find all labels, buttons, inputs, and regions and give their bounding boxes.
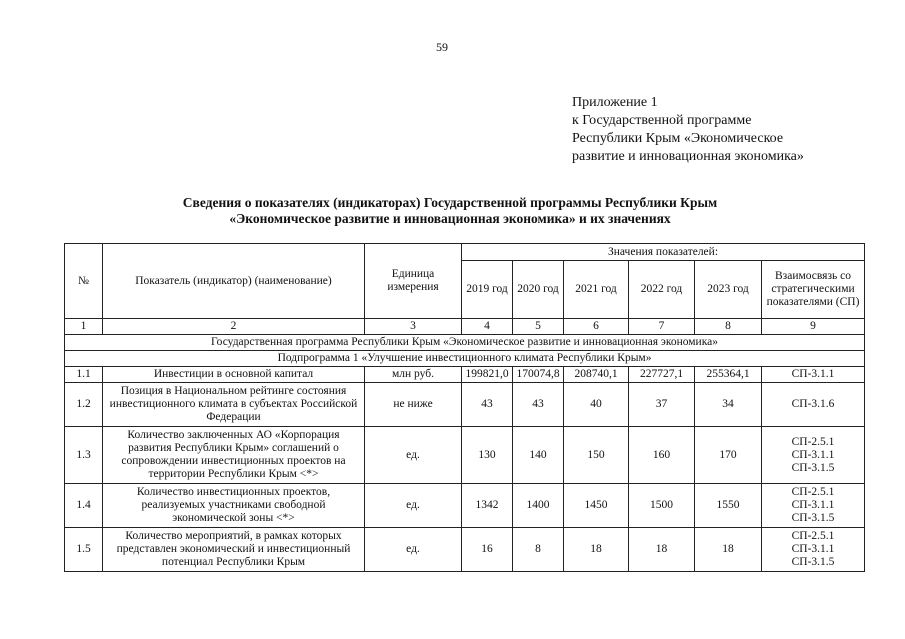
row-value-2019: 1342 — [462, 484, 513, 528]
header-name: Показатель (индикатор) (наименование) — [103, 244, 365, 319]
col-number: 8 — [695, 319, 762, 335]
col-number: 6 — [564, 319, 629, 335]
row-sp — [762, 367, 865, 383]
row-unit: ед. — [365, 484, 462, 528]
row-unit: ед. — [365, 427, 462, 484]
title-line-2: «Экономическое развитие и инновационная экономика» и их значениях — [229, 211, 671, 226]
sp-code: СП-3.1.5 — [791, 461, 835, 474]
row-value-2019: 16 — [462, 528, 513, 572]
indicators-table — [64, 243, 865, 572]
sp-code: СП-3.1.1 — [791, 368, 835, 380]
col-number: 3 — [365, 319, 462, 335]
col-number: 7 — [629, 319, 695, 335]
row-num: 1.4 — [65, 484, 103, 528]
row-num: 1.5 — [65, 528, 103, 572]
header-2021: 2021 год — [564, 261, 629, 319]
row-value-2021: 40 — [564, 383, 629, 427]
row-indicator-name: Количество инвестиционных проектов, реализуемых участниками свободной экономической зоны <*> — [103, 484, 365, 528]
row-indicator-name: Количество заключенных АО «Корпорация развития Республики Крым» соглашений о сопровождении инвестиционных проектов на территории Республики Крым <*> — [103, 427, 365, 484]
row-value-2021: 1450 — [564, 484, 629, 528]
column-numbers-row — [65, 319, 865, 335]
table-row — [65, 383, 865, 427]
row-value-2019: 199821,0 — [462, 367, 513, 383]
document-title — [60, 195, 840, 227]
row-sp — [762, 427, 865, 484]
col-number: 2 — [103, 319, 365, 335]
header-link: Взаимосвязь со стратегическими показателями (СП) — [762, 261, 865, 319]
table-row — [65, 528, 865, 572]
row-indicator-name: Инвестиции в основной капитал — [103, 367, 365, 383]
row-value-2022: 227727,1 — [629, 367, 695, 383]
appendix-line: Республики Крым «Экономическое — [572, 131, 784, 146]
row-indicator-name: Количество мероприятий, в рамках которых представлен экономический и инвестиционный потенциал Республики Крым — [103, 528, 365, 572]
sp-code: СП-3.1.1 — [791, 448, 835, 461]
row-value-2021: 208740,1 — [564, 367, 629, 383]
col-number: 1 — [65, 319, 103, 335]
header-2020: 2020 год — [513, 261, 564, 319]
sp-code: СП-3.1.1 — [791, 543, 835, 555]
header-2022: 2022 год — [629, 261, 695, 319]
sp-code: СП-3.1.5 — [791, 556, 835, 568]
row-value-2023: 34 — [695, 383, 762, 427]
sp-code: СП-2.5.1 — [791, 435, 835, 448]
row-value-2021: 18 — [564, 528, 629, 572]
sp-code: СП-3.1.1 — [791, 499, 835, 511]
row-value-2023: 255364,1 — [695, 367, 762, 383]
table-row — [65, 484, 865, 528]
row-num: 1.2 — [65, 383, 103, 427]
row-value-2020: 140 — [513, 427, 564, 484]
page-number: 59 — [436, 40, 448, 54]
row-value-2023: 18 — [695, 528, 762, 572]
sp-code: СП-3.1.5 — [791, 512, 835, 524]
sp-code: СП-3.1.6 — [791, 398, 835, 410]
row-value-2023: 170 — [695, 427, 762, 484]
header-num: № — [65, 244, 103, 319]
row-value-2023: 1550 — [695, 484, 762, 528]
row-sp — [762, 484, 865, 528]
row-sp — [762, 383, 865, 427]
row-value-2020: 8 — [513, 528, 564, 572]
sp-code: СП-2.5.1 — [791, 486, 835, 498]
title-line-1: Сведения о показателях (индикаторах) Государственной программы Республики Крым — [182, 195, 718, 210]
row-value-2021: 150 — [564, 427, 629, 484]
table-row — [65, 427, 865, 484]
appendix-block — [572, 94, 804, 166]
subprogram-title-row: Подпрограмма 1 «Улучшение инвестиционного климата Республики Крым» — [65, 351, 865, 367]
header-2023: 2023 год — [695, 261, 762, 319]
row-value-2022: 18 — [629, 528, 695, 572]
row-unit: млн руб. — [365, 367, 462, 383]
header-values-group: Значения показателей: — [462, 244, 865, 261]
table-row — [65, 367, 865, 383]
program-title-row: Государственная программа Республики Крым «Экономическое развитие и инновационная экономика» — [65, 335, 865, 351]
row-unit: не ниже — [365, 383, 462, 427]
col-number: 4 — [462, 319, 513, 335]
row-value-2019: 43 — [462, 383, 513, 427]
row-value-2020: 43 — [513, 383, 564, 427]
row-num: 1.1 — [65, 367, 103, 383]
row-unit: ед. — [365, 528, 462, 572]
header-unit: Единица измерения — [365, 244, 462, 319]
row-value-2019: 130 — [462, 427, 513, 484]
row-num: 1.3 — [65, 427, 103, 484]
appendix-line: к Государственной программе — [572, 113, 752, 128]
header-2019: 2019 год — [462, 261, 513, 319]
row-value-2022: 160 — [629, 427, 695, 484]
row-value-2020: 170074,8 — [513, 367, 564, 383]
appendix-line: Приложение 1 — [572, 95, 658, 110]
row-sp — [762, 528, 865, 572]
col-number: 9 — [762, 319, 865, 335]
row-value-2022: 1500 — [629, 484, 695, 528]
appendix-line: развитие и инновационная экономика» — [572, 149, 804, 164]
row-indicator-name: Позиция в Национальном рейтинге состояния инвестиционного климата в субъектах Российской Федерации — [103, 383, 365, 427]
row-value-2022: 37 — [629, 383, 695, 427]
col-number: 5 — [513, 319, 564, 335]
row-value-2020: 1400 — [513, 484, 564, 528]
sp-code: СП-2.5.1 — [791, 530, 835, 542]
